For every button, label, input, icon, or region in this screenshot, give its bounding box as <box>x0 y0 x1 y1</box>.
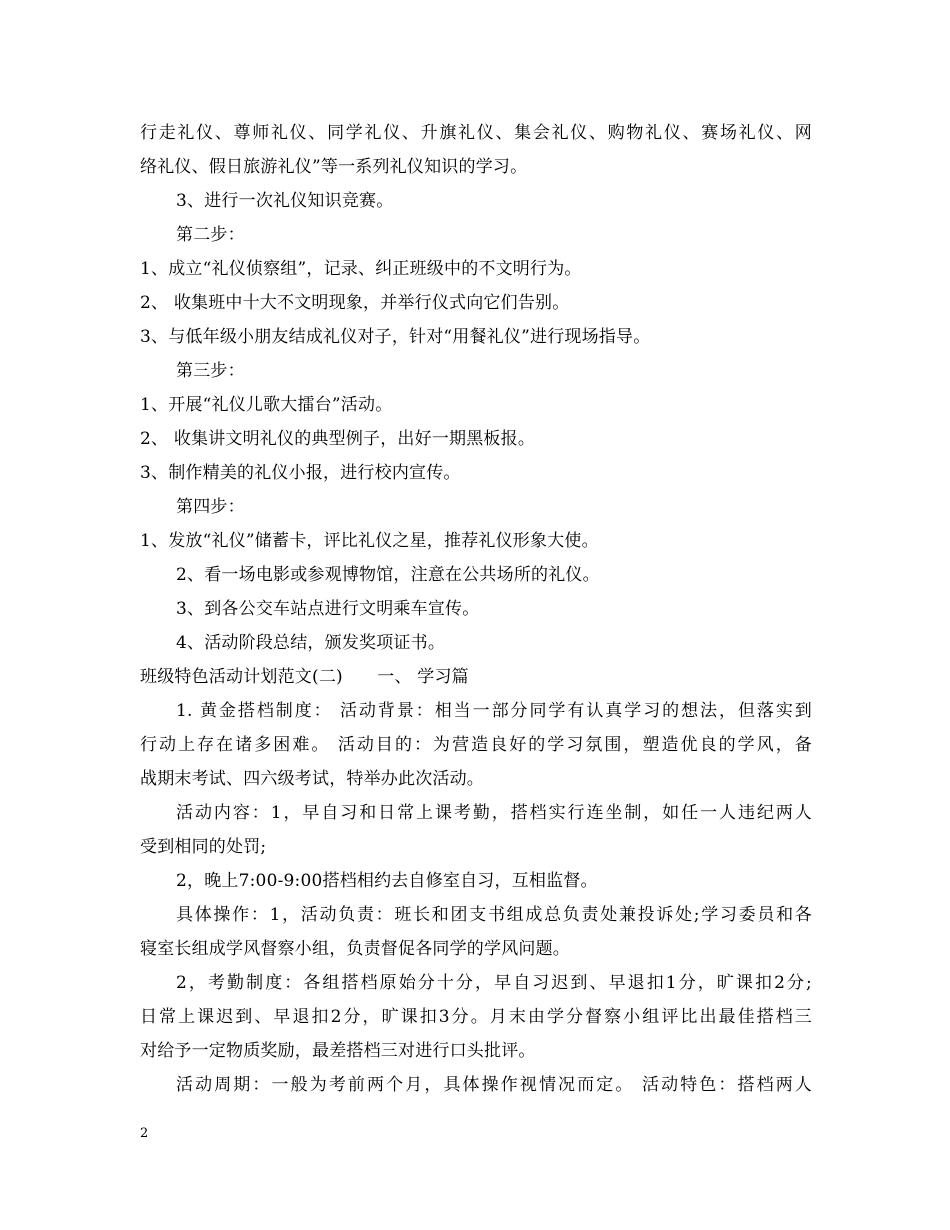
text-line: 活动周期：一般为考前两个月，具体操作视情况而定。 活动特色：搭档两人 <box>176 1075 812 1095</box>
text-line: 2，晚上7:00-9:00搭档相约去自修室自习，互相监督。 <box>176 871 598 891</box>
list-item: 1、成立“礼仪侦察组”，记录、纠正班级中的不文明行为。 <box>140 259 582 279</box>
text-line: 对给予一定物质奖励，最差搭档三对进行口头批评。 <box>140 1041 536 1061</box>
list-item: 3、进行一次礼仪知识竞赛。 <box>176 191 394 211</box>
text-line: 战期末考试、四六级考试，特举办此次活动。 <box>140 769 484 789</box>
text-line: 行走礼仪、尊师礼仪、同学礼仪、升旗礼仪、集会礼仪、购物礼仪、赛场礼仪、网 <box>140 123 812 143</box>
text-line: 寝室长组成学风督察小组，负责督促各同学的学风问题。 <box>140 939 570 959</box>
list-item: 1、开展“礼仪儿歌大擂台”活动。 <box>140 395 393 415</box>
text-line: 行动上存在诸多困难。 活动目的：为营造良好的学习氛围，塑造优良的学风，备 <box>140 735 812 755</box>
list-item: 2、 收集讲文明礼仪的典型例子，出好一期黑板报。 <box>140 429 536 449</box>
step-heading: 第三步： <box>176 361 245 381</box>
page-number: 2 <box>140 1126 149 1141</box>
text-line: 日常上课迟到、早退扣2分，旷课扣3分。月末由学分督察小组评比出最佳搭档三 <box>140 1007 812 1027</box>
text-line: 具体操作：1，活动负责：班长和团支书组成总负责处兼投诉处;学习委员和各 <box>176 905 812 925</box>
list-item: 3、到各公交车站点进行文明乘车宣传。 <box>176 599 480 619</box>
list-item: 3、制作精美的礼仪小报，进行校内宣传。 <box>140 463 461 483</box>
list-item: 2、看一场电影或参观博物馆，注意在公共场所的礼仪。 <box>176 565 600 585</box>
text-line: 受到相同的处罚; <box>140 837 267 857</box>
list-item: 4、活动阶段总结，颁发奖项证书。 <box>176 633 446 653</box>
step-heading: 第四步： <box>176 497 245 517</box>
text-line: 2，考勤制度：各组搭档原始分十分，早自习迟到、早退扣1分，旷课扣2分; <box>176 973 812 993</box>
list-item: 2、 收集班中十大不文明现象，并举行仪式向它们告别。 <box>140 293 570 313</box>
text-line: 活动内容：1，早自习和日常上课考勤，搭档实行连坐制，如任一人违纪两人 <box>176 803 812 823</box>
list-item: 1、发放“礼仪”储蓄卡，评比礼仪之星，推荐礼仪形象大使。 <box>140 531 599 551</box>
text-line: 1. 黄金搭档制度： 活动背景：相当一部分同学有认真学习的想法，但落实到 <box>176 701 812 721</box>
step-heading: 第二步： <box>176 225 245 245</box>
text-line: 络礼仪、假日旅游礼仪”等一系列礼仪知识的学习。 <box>140 157 528 177</box>
section-heading: 班级特色活动计划范文(二) 一、 学习篇 <box>140 667 469 687</box>
document-body <box>140 116 812 1102</box>
list-item: 3、与低年级小朋友结成礼仪对子，针对“用餐礼仪”进行现场指导。 <box>140 327 651 347</box>
